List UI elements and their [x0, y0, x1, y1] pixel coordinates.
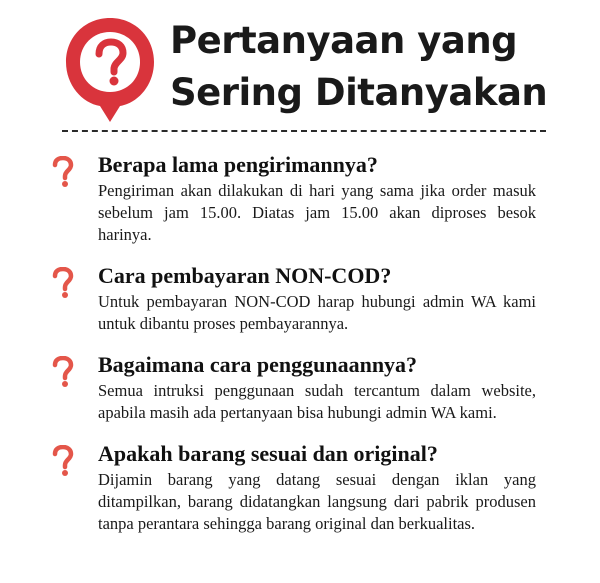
faq-question: Bagaimana cara penggunaannya? — [98, 352, 418, 377]
question-mark-icon — [52, 267, 74, 299]
faq-answer: Dijamin barang yang datang sesuai dengan iklan yang ditampilkan, barang didatangkan langsung dari pabrik produsen tanpa perantara sehingga barang original dan berkualitas. — [98, 470, 536, 533]
faq-answer: Pengiriman akan dilakukan di hari yang sama jika order masuk sebelum jam 15.00. Diatas jam 15.00 akan diproses besok harinya. — [98, 181, 536, 244]
faq-answer: Semua intruksi penggunaan sudah tercantum dalam website, apabila masih ada pertanyaan bisa hubungi admin WA kami. — [98, 381, 536, 422]
page-title — [170, 15, 547, 119]
question-mark-icon — [52, 356, 74, 388]
faq-item — [0, 150, 600, 246]
faq-item — [0, 350, 600, 424]
faq-question: Berapa lama pengirimannya? — [98, 152, 378, 177]
faq-answer: Untuk pembayaran NON-COD harap hubungi admin WA kami untuk dibantu proses pembayarannya. — [98, 292, 536, 333]
faq-question: Cara pembayaran NON-COD? — [98, 263, 392, 288]
question-mark-bubble-icon — [62, 14, 158, 126]
faq-item — [0, 261, 600, 335]
faq-question: Apakah barang sesuai dan original? — [98, 441, 438, 466]
question-mark-icon — [52, 445, 74, 477]
faq-list — [0, 150, 600, 535]
title-line-1: Pertanyaan yang — [170, 19, 518, 62]
question-mark-icon — [52, 156, 74, 188]
title-line-2: Sering Ditanyakan — [170, 71, 548, 114]
faq-item — [0, 439, 600, 535]
dashed-divider — [62, 130, 546, 132]
